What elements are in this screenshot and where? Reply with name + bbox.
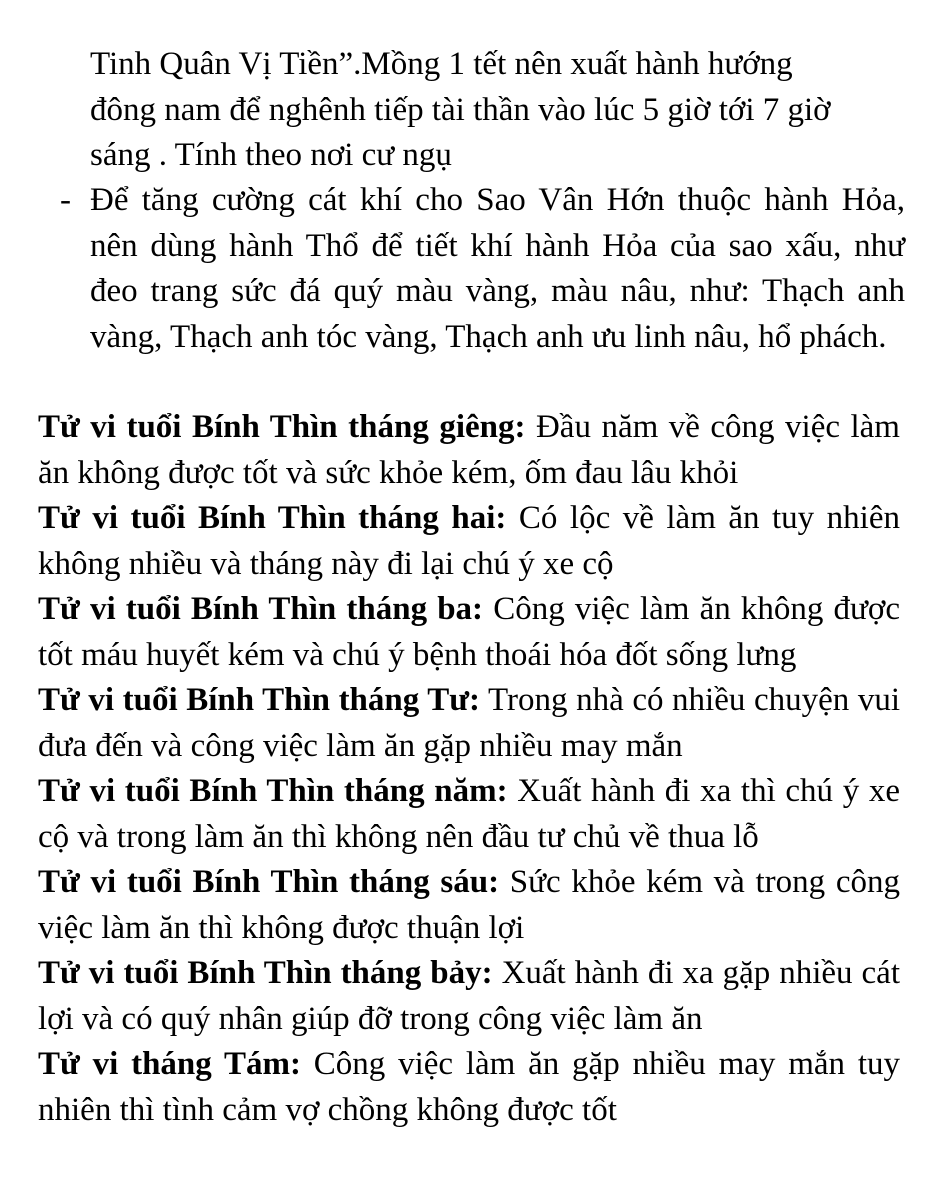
month-label: Tử vi tuổi Bính Thìn tháng ba:: [38, 591, 484, 627]
month-label: Tử vi tuổi Bính Thìn tháng hai:: [38, 500, 507, 536]
month-label: Tử vi tuổi Bính Thìn tháng Tư:: [38, 682, 481, 718]
month-label: Tử vi tuổi Bính Thìn tháng năm:: [38, 773, 508, 809]
bullet-dash: -: [60, 182, 71, 218]
intro-line: đông nam để nghênh tiếp tài thần vào lúc 5 giờ tới 7 giờ: [90, 91, 831, 128]
month-label: Tử vi tuổi Bính Thìn tháng giêng:: [38, 409, 526, 445]
intro-paragraph: [90, 42, 905, 179]
bullet-item: [60, 178, 905, 360]
intro-line: Tinh Quân Vị Tiền”.Mồng 1 tết nên xuất hành hướng: [90, 46, 793, 82]
month-text: Sức khỏe kém và trong công việc làm ăn thì không được thuận lợi: [38, 864, 900, 946]
month-label: Tử vi tuổi Bính Thìn tháng sáu:: [38, 864, 500, 900]
month-entry: [38, 496, 900, 587]
month-text: Công việc làm ăn gặp nhiều may mắn tuy nhiên thì tình cảm vợ chồng không được tốt: [38, 1046, 900, 1128]
month-entry: [38, 769, 900, 860]
month-entry: [38, 587, 900, 678]
month-label: Tử vi tháng Tám:: [38, 1046, 301, 1082]
month-text: Công việc làm ăn không được tốt máu huyết kém và chú ý bệnh thoái hóa đốt sống lưng: [38, 591, 900, 673]
month-text: Xuất hành đi xa thì chú ý xe cộ và trong làm ăn thì không nên đầu tư chủ về thua lỗ: [38, 773, 900, 855]
month-text: Có lộc về làm ăn tuy nhiên không nhiều và tháng này đi lại chú ý xe cộ: [38, 500, 900, 582]
bullet-text: Để tăng cường cát khí cho Sao Vân Hớn thuộc hành Hỏa, nên dùng hành Thổ để tiết khí hành Hỏa của sao xấu, như đeo trang sức đá quý màu vàng, màu nâu, như: Thạch anh vàng, Thạch anh tóc vàng, Thạch anh ưu linh nâu, hổ phách.: [90, 182, 905, 355]
month-text: Trong nhà có nhiều chuyện vui đưa đến và công việc làm ăn gặp nhiều may mắn: [38, 682, 900, 764]
monthly-forecast-list: [38, 405, 900, 1133]
month-text: Xuất hành đi xa gặp nhiều cát lợi và có quý nhân giúp đỡ trong công việc làm ăn: [38, 955, 900, 1037]
month-entry: [38, 405, 900, 496]
month-entry: [38, 860, 900, 951]
month-label: Tử vi tuổi Bính Thìn tháng bảy:: [38, 955, 493, 991]
month-entry: [38, 678, 900, 769]
month-entry: [38, 951, 900, 1042]
month-text: Đầu năm về công việc làm ăn không được tốt và sức khỏe kém, ốm đau lâu khỏi: [38, 409, 900, 491]
month-entry: [38, 1042, 900, 1133]
intro-line: sáng . Tính theo nơi cư ngụ: [90, 137, 452, 173]
